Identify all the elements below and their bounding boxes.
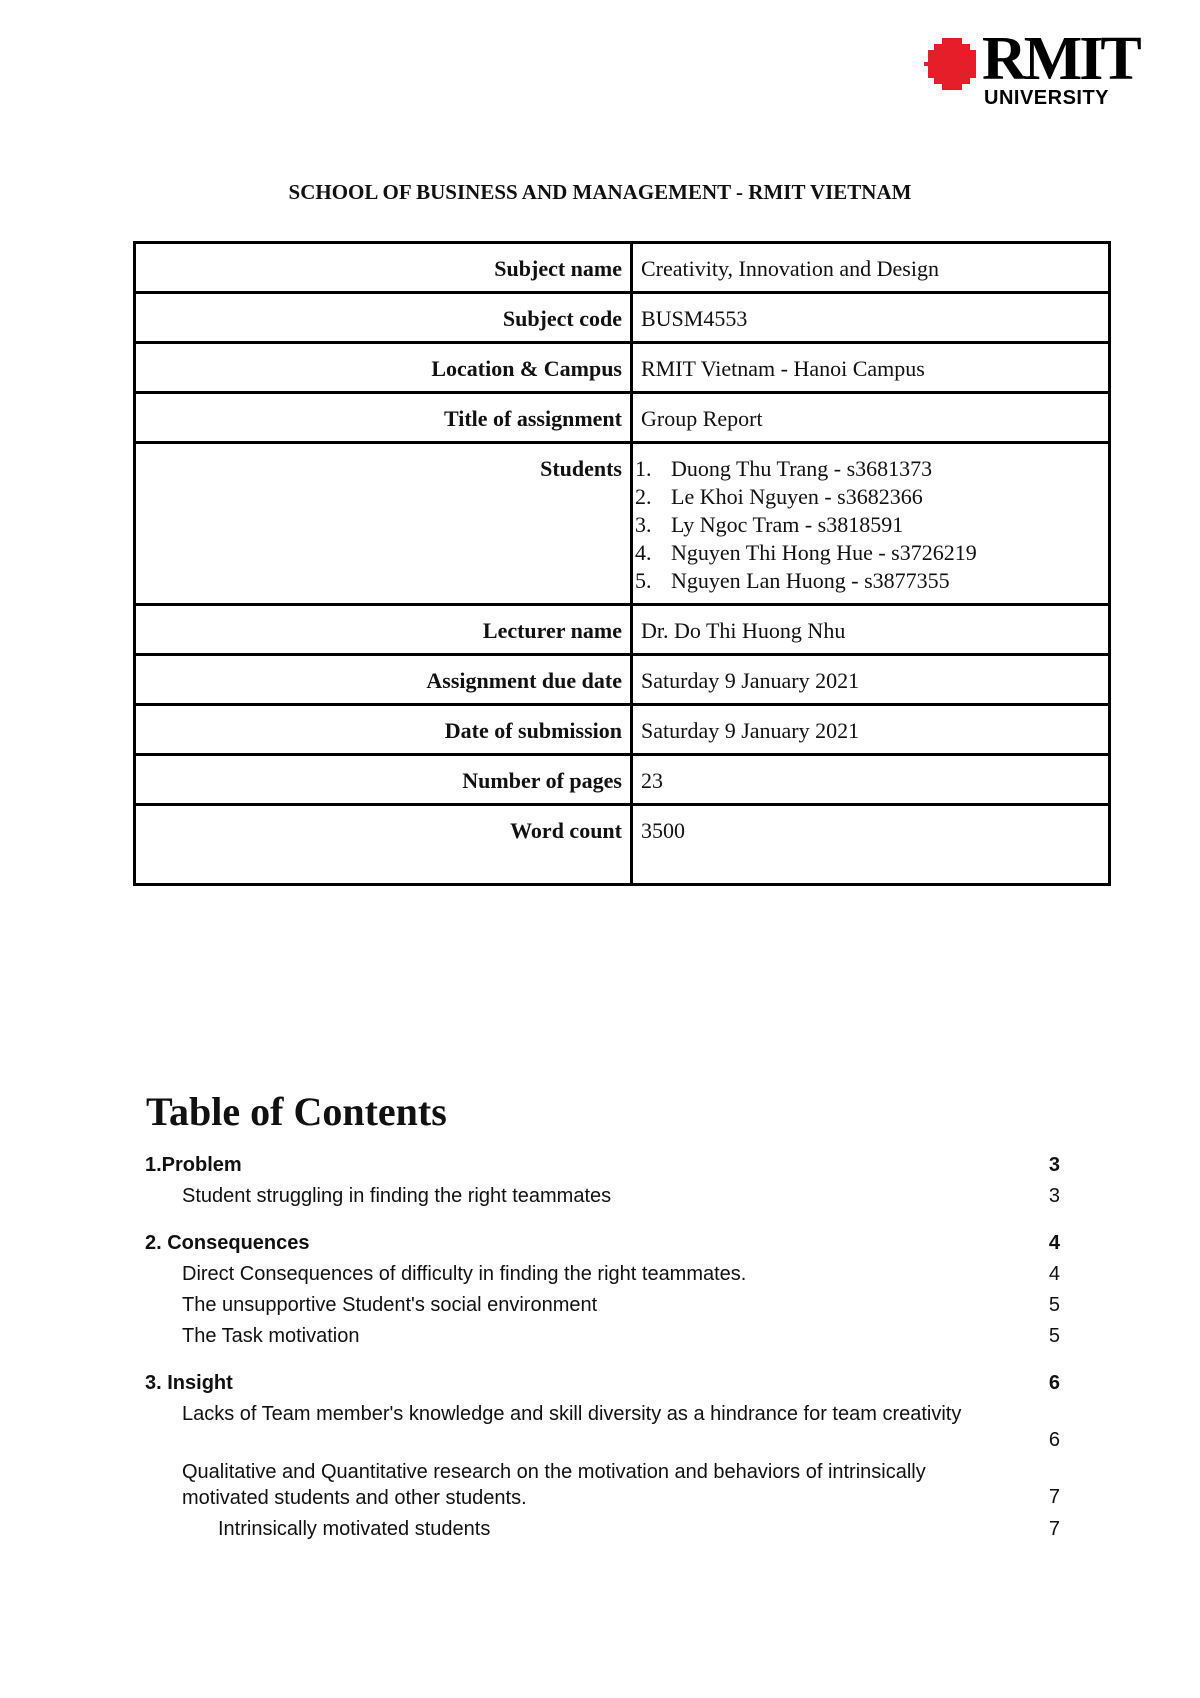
students-list	[635, 455, 1100, 595]
cover-label: Date of submission	[135, 705, 632, 755]
cover-value: BUSM4553	[632, 293, 1110, 343]
cover-row-location	[135, 343, 1110, 393]
cover-value: 3500	[632, 805, 1110, 885]
cover-label: Students	[135, 443, 632, 605]
student-item: 2. Le Khoi Nguyen - s3682366	[635, 484, 923, 509]
cover-label: Subject code	[135, 293, 632, 343]
students-cell	[632, 443, 1110, 605]
cover-row-pages	[135, 755, 1110, 805]
cover-label: Title of assignment	[135, 393, 632, 443]
cover-value: Saturday 9 January 2021	[632, 655, 1110, 705]
cover-table	[133, 241, 1111, 886]
cover-row-title	[135, 393, 1110, 443]
cover-value: Group Report	[632, 393, 1110, 443]
cover-value: 23	[632, 755, 1110, 805]
logo-wordmark: RMIT	[982, 25, 1139, 93]
student-item: 4. Nguyen Thi Hong Hue - s3726219	[635, 540, 977, 565]
student-item: 3. Ly Ngoc Tram - s3818591	[635, 512, 904, 537]
cover-row-lecturer	[135, 605, 1110, 655]
toc-title: Table of Contents	[146, 1089, 447, 1134]
rmit-logo	[924, 25, 1139, 114]
student-item: 1. Duong Thu Trang - s3681373	[635, 456, 933, 481]
cover-value: RMIT Vietnam - Hanoi Campus	[632, 343, 1110, 393]
cover-label: Lecturer name	[135, 605, 632, 655]
school-title: SCHOOL OF BUSINESS AND MANAGEMENT - RMIT VIETNAM	[288, 180, 912, 204]
cover-label: Word count	[135, 805, 632, 885]
cover-value: Dr. Do Thi Huong Nhu	[632, 605, 1110, 655]
cover-label: Assignment due date	[135, 655, 632, 705]
cover-label: Subject name	[135, 243, 632, 293]
cover-row-submission-date	[135, 705, 1110, 755]
cover-row-word-count	[135, 805, 1110, 885]
student-item: 5. Nguyen Lan Huong - s3877355	[635, 568, 950, 593]
cover-label: Location & Campus	[135, 343, 632, 393]
rmit-pixel-icon	[924, 36, 980, 92]
cover-value: Creativity, Innovation and Design	[632, 243, 1110, 293]
cover-row-due-date	[135, 655, 1110, 705]
logo-subtitle: UNIVERSITY	[984, 87, 1110, 109]
cover-label: Number of pages	[135, 755, 632, 805]
cover-value: Saturday 9 January 2021	[632, 705, 1110, 755]
cover-row-subject-name	[135, 243, 1110, 293]
cover-row-subject-code	[135, 293, 1110, 343]
cover-row-students	[135, 443, 1110, 605]
